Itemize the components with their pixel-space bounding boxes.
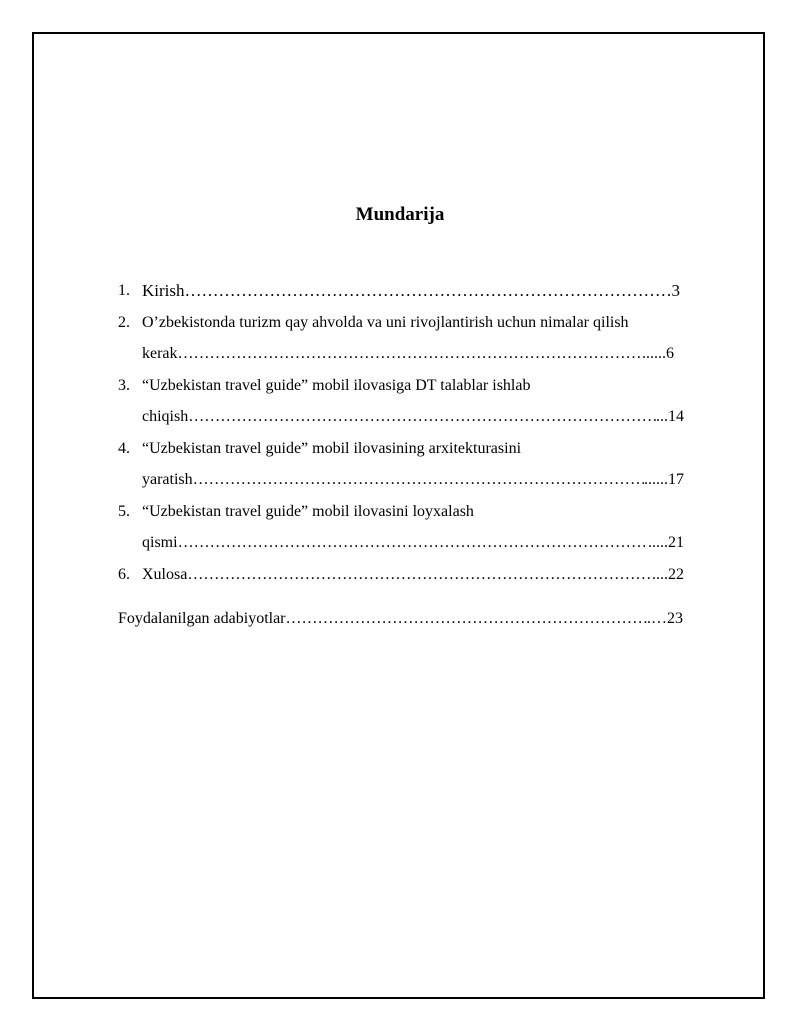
bibliography-entry bbox=[118, 610, 683, 632]
page-title: Mundarija bbox=[355, 204, 445, 225]
toc-item-number: 1. bbox=[118, 282, 130, 299]
toc-item-title: “Uzbekistan travel guide” mobil ilovasiga DT talablar ishlab bbox=[142, 376, 531, 394]
leader-dots bbox=[187, 564, 656, 586]
table-of-contents bbox=[118, 280, 698, 595]
toc-item-title: “Uzbekistan travel guide” mobil ilovasini loyxalash bbox=[142, 502, 474, 520]
toc-item-title-end: yaratish bbox=[142, 471, 193, 488]
toc-page-number: ......6 bbox=[642, 345, 674, 362]
toc-item-title-end: qismi bbox=[142, 534, 178, 551]
toc-item-1 bbox=[118, 280, 698, 312]
toc-item-title-end: kerak bbox=[142, 345, 178, 362]
toc-page-number: 3 bbox=[671, 281, 680, 300]
leader-dots bbox=[178, 343, 642, 365]
toc-item-4 bbox=[118, 438, 698, 501]
leader-dots bbox=[193, 469, 644, 491]
leader-dots bbox=[178, 532, 648, 554]
toc-item-number: 2. bbox=[118, 313, 130, 331]
toc-item-title: “Uzbekistan travel guide” mobil ilovasining arxitekturasini bbox=[142, 439, 522, 457]
toc-item-title: Xulosa bbox=[142, 565, 188, 583]
toc-item-number: 5. bbox=[118, 502, 130, 520]
toc-item-6 bbox=[118, 564, 698, 596]
toc-item-2 bbox=[118, 312, 698, 375]
toc-item-number: 4. bbox=[118, 439, 130, 457]
toc-item-5 bbox=[118, 501, 698, 564]
bibliography-label: Foydalanilgan adabiyotlar bbox=[118, 610, 286, 627]
toc-item-number: 6. bbox=[118, 565, 130, 583]
toc-item-title: Kirish bbox=[142, 281, 185, 300]
toc-page-number: ...22 bbox=[656, 565, 684, 583]
toc-item-number: 3. bbox=[118, 376, 130, 394]
leader-dots bbox=[286, 610, 647, 628]
toc-page-number: .....21 bbox=[648, 534, 684, 551]
toc-page-number: ......17 bbox=[644, 471, 684, 488]
toc-page-number: .…23 bbox=[647, 610, 683, 627]
toc-item-title: O’zbekistonda turizm qay ahvolda va uni rivojlantirish uchun nimalar qilish bbox=[142, 313, 629, 331]
toc-item-title-end: chiqish bbox=[142, 408, 189, 425]
toc-page-number: ...14 bbox=[656, 408, 684, 425]
leader-dots bbox=[185, 280, 672, 302]
toc-item-3 bbox=[118, 375, 698, 438]
leader-dots bbox=[188, 406, 656, 428]
